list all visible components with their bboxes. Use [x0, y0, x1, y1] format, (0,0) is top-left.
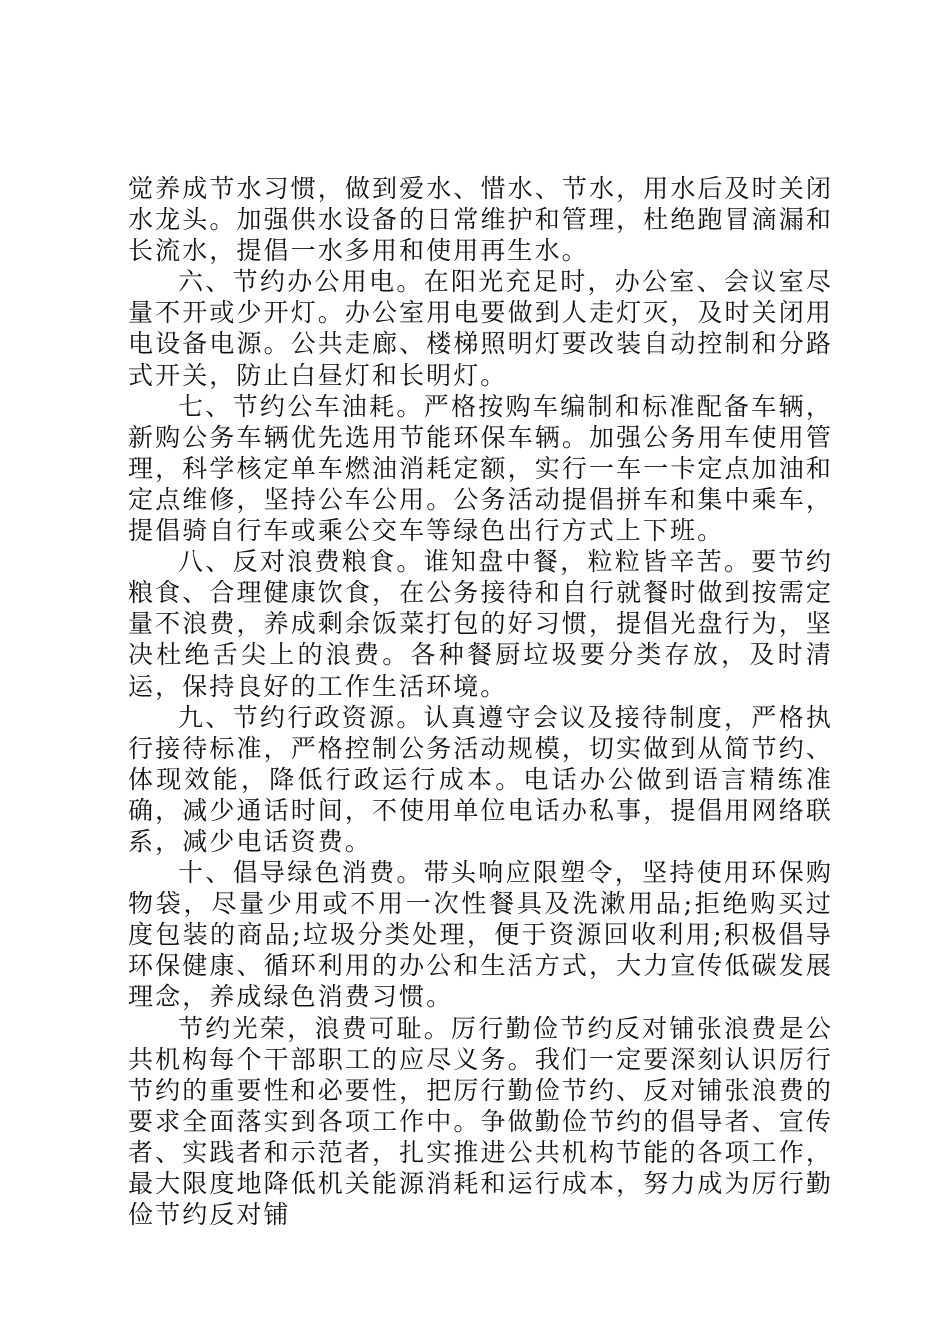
- paragraph-vehicle-fuel: 七、节约公车油耗。严格按购车编制和标准配备车辆，新购公务车辆优先选用节能环保车辆。加强公务用车使用管理，科学核定单车燃油消耗定额，实行一车一卡定点加油和定点维修，坚持公车公用。公务活动提倡拼车和集中乘车，提倡骑自行车或乘公交车等绿色出行方式上下班。: [128, 391, 833, 546]
- paragraph-green-consumption: 十、倡导绿色消费。带头响应限塑令，坚持使用环保购物袋，尽量少用或不用一次性餐具及洗漱用品;拒绝购买过度包装的商品;垃圾分类处理，便于资源回收利用;积极倡导环保健康、循环利用的办公和生活方式，大力宣传低碳发展理念，养成绿色消费习惯。: [128, 858, 833, 1012]
- paragraph-conclusion: 节约光荣，浪费可耻。厉行勤俭节约反对铺张浪费是公共机构每个干部职工的应尽义务。我们一定要深刻认识厉行节约的重要性和必要性，把厉行勤俭节约、反对铺张浪费的要求全面落实到各项工作中。争做勤俭节约的倡导者、宣传者、实践者和示范者，扎实推进公共机构节能的各项工作，最大限度地降低机关能源消耗和运行成本，努力成为厉行勤俭节约反对铺: [128, 1013, 833, 1230]
- paragraph-food-waste: 八、反对浪费粮食。谁知盘中餐，粒粒皆辛苦。要节约粮食、合理健康饮食，在公务接待和自行就餐时做到按需定量不浪费，养成剩余饭菜打包的好习惯，提倡光盘行为，坚决杜绝舌尖上的浪费。各种餐厨垃圾要分类存放，及时清运，保持良好的工作生活环境。: [128, 547, 833, 701]
- paragraph-electricity: 六、节约办公用电。在阳光充足时，办公室、会议室尽量不开或少开灯。办公室用电要做到人走灯灭，及时关闭用电设备电源。公共走廊、楼梯照明灯要改装自动控制和分路式开关，防止白昼灯和长明灯。: [128, 267, 833, 390]
- document-body: [128, 173, 833, 1230]
- paragraph-admin-resources: 九、节约行政资源。认真遵守会议及接待制度，严格执行接待标准，严格控制公务活动规模，切实做到从简节约、体现效能，降低行政运行成本。电话办公做到语言精练准确，减少通话时间，不使用单位电话办私事，提倡用网络联系，减少电话资费。: [128, 702, 833, 856]
- paragraph-water-continuation: 觉养成节水习惯，做到爱水、惜水、节水，用水后及时关闭水龙头。加强供水设备的日常维护和管理，杜绝跑冒滴漏和长流水，提倡一水多用和使用再生水。: [128, 174, 833, 266]
